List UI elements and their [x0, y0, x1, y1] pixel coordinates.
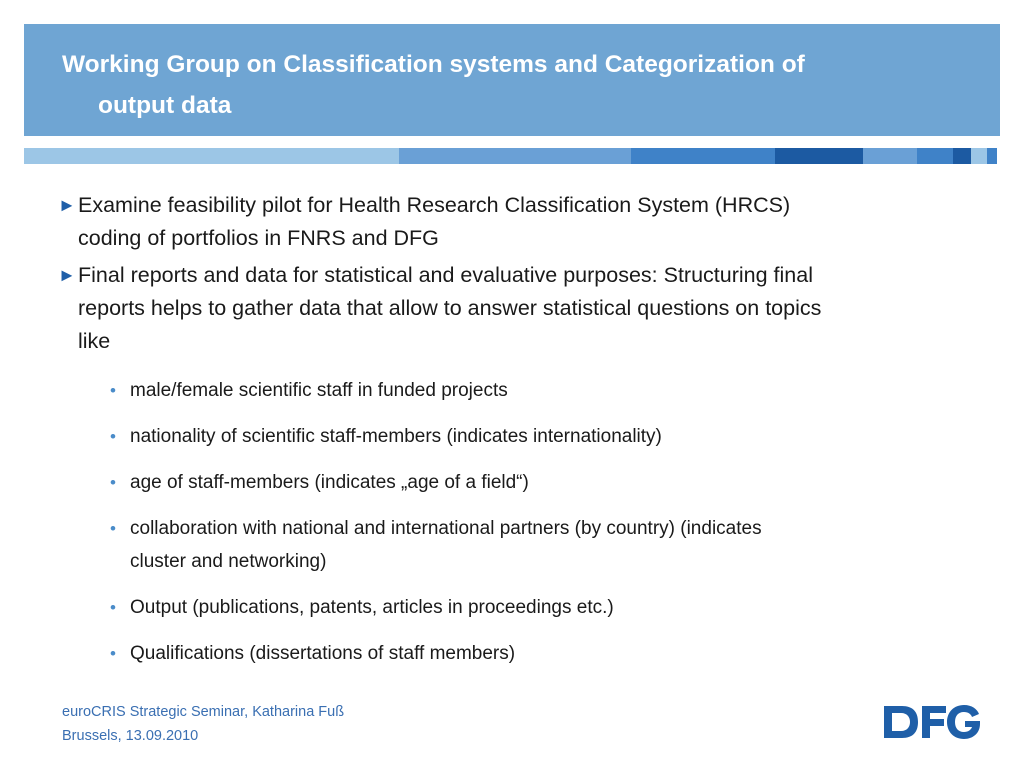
stripe-segment — [971, 148, 987, 164]
footer-location-date: Brussels, 13.09.2010 — [62, 728, 199, 744]
dfg-logo — [882, 700, 982, 749]
stripe-segment — [631, 148, 775, 164]
sub-bullet-item — [110, 512, 990, 578]
stripe-segment — [917, 148, 953, 164]
stripe-segment — [399, 148, 631, 164]
dot-bullet-icon: • — [110, 427, 116, 446]
dot-bullet-icon: • — [110, 598, 116, 617]
sub-bullet-text: male/female scientific staff in funded projects — [130, 380, 508, 401]
arrow-bullet-icon: ► — [58, 265, 76, 285]
sub-bullet-text: cluster and networking) — [130, 551, 327, 572]
sub-bullet-item — [110, 374, 990, 407]
footer-event: euroCRIS Strategic Seminar, Katharina Fuß — [62, 704, 345, 720]
stripe-segment — [863, 148, 917, 164]
sub-bullet-list — [110, 374, 990, 683]
slide-title — [62, 44, 962, 126]
dfg-logo-icon — [882, 700, 982, 744]
dot-bullet-icon: • — [110, 473, 116, 492]
dot-bullet-icon: • — [110, 644, 116, 663]
dot-bullet-icon: • — [110, 381, 116, 400]
arrow-bullet-icon: ► — [58, 195, 76, 215]
sub-bullet-text: age of staff-members (indicates „age of a field“) — [130, 472, 529, 493]
stripe-segment — [775, 148, 863, 164]
stripe-segment — [24, 148, 399, 164]
dot-bullet-icon: • — [110, 519, 116, 538]
sub-bullet-text: Output (publications, patents, articles in proceedings etc.) — [130, 597, 614, 618]
bullet-line: Final reports and data for statistical and evaluative purposes: Structuring final — [78, 263, 813, 287]
slide-title-line-2: output data — [98, 92, 232, 119]
slide-title-line-1: Working Group on Classification systems and Categorization of — [62, 51, 805, 78]
stripe-segment — [953, 148, 971, 164]
sub-bullet-text: nationality of scientific staff-members (indicates internationality) — [130, 426, 662, 447]
sub-bullet-text: collaboration with national and international partners (by country) (indicates — [130, 518, 762, 539]
bullet-item — [58, 189, 978, 255]
bullet-line: like — [78, 329, 111, 353]
bullet-line: coding of portfolios in FNRS and DFG — [78, 226, 439, 250]
sub-bullet-item — [110, 420, 990, 453]
main-content — [58, 189, 978, 358]
bullet-line: reports helps to gather data that allow to answer statistical questions on topics — [78, 296, 822, 320]
sub-bullet-item — [110, 466, 990, 499]
bullet-item — [58, 259, 978, 358]
sub-bullet-item — [110, 637, 990, 670]
sub-bullet-text: Qualifications (dissertations of staff members) — [130, 643, 516, 664]
bullet-line: Examine feasibility pilot for Health Research Classification System (HRCS) — [78, 193, 791, 217]
stripe-segment — [987, 148, 997, 164]
sub-bullet-item — [110, 591, 990, 624]
